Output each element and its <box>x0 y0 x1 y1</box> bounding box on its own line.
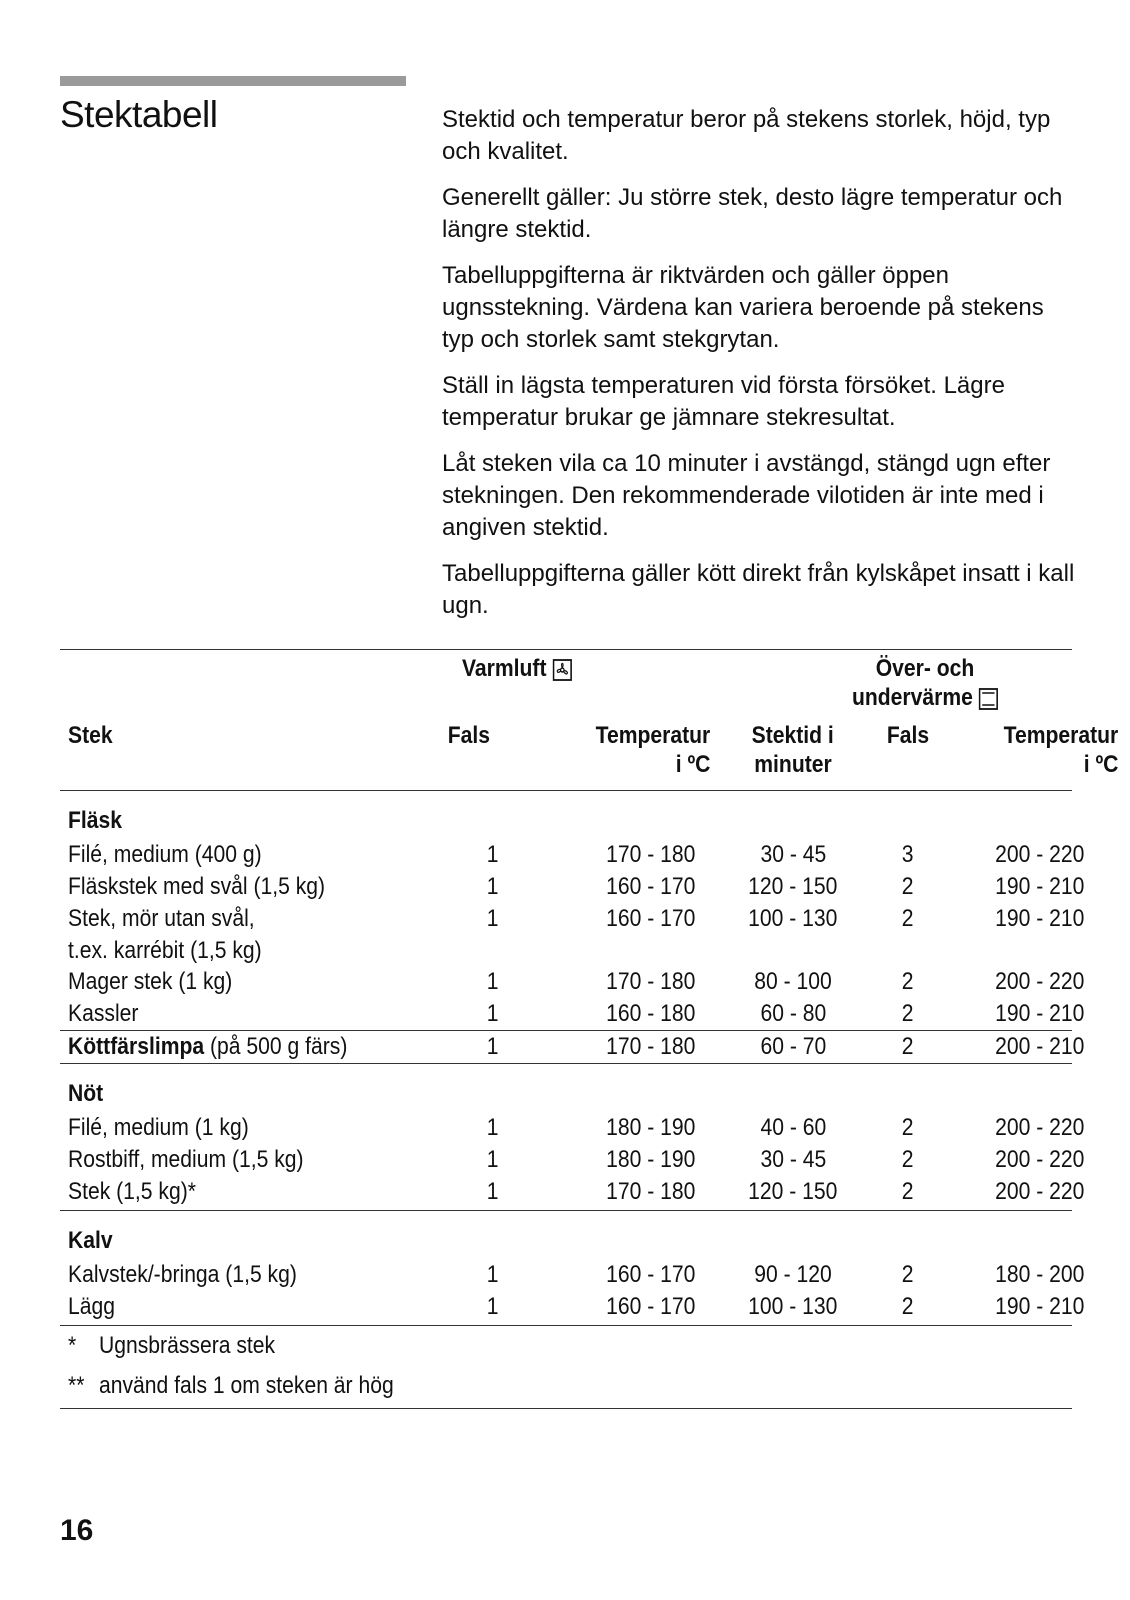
table-row: Mager stek (1 kg) 1 170 - 180 80 - 100 2 200 - 220 <box>68 968 1085 995</box>
table-row: Rostbiff, medium (1,5 kg) 1 180 - 190 30 - 45 2 200 - 220 <box>68 1146 1085 1173</box>
col-temperature: Temperatur i ºC <box>595 722 710 778</box>
intro-paragraph: Generellt gäller: Ju större stek, desto lägre temperatur och längre stektid. <box>442 184 1063 243</box>
table-row: Filé, medium (400 g) 1 170 - 180 30 - 45 3 200 - 220 <box>68 841 1085 868</box>
roasting-table <box>60 649 1118 1409</box>
intro-paragraph: Ställ in lägsta temperaturen vid första försöket. Lägre temperatur brukar ge jämnare stekresultat. <box>442 372 1005 431</box>
group-over-under-l1: Över- och <box>875 655 975 682</box>
intro-paragraph: Tabelluppgifterna gäller kött direkt från kylskåpet insatt i kall ugn. <box>442 560 1075 619</box>
title-rule <box>60 76 406 86</box>
fan-heating-icon <box>552 659 571 681</box>
table-row: Filé, medium (1 kg) 1 180 - 190 40 - 60 2 200 - 220 <box>68 1114 1085 1141</box>
group-varmluft-label: Varmluft <box>462 655 547 682</box>
section-heading: Fläsk <box>68 807 123 834</box>
group-varmluft <box>462 654 587 683</box>
table-row: Fläskstek med svål (1,5 kg) 1 160 - 170 120 - 150 2 190 - 210 <box>68 873 1085 900</box>
intro-text <box>442 104 1082 636</box>
col-stek: Stek <box>68 722 113 749</box>
col-time: Stektid i minuter <box>751 722 835 778</box>
col-fals: Fals <box>447 722 490 749</box>
top-bottom-heat-icon <box>979 688 998 710</box>
group-over-under-l2: undervärme <box>851 684 973 711</box>
col-temperature-2: Temperatur i ºC <box>1003 722 1118 778</box>
table-row: Kassler 1 160 - 180 60 - 80 2 190 - 210 <box>68 1000 1085 1027</box>
group-over-under <box>800 654 1050 712</box>
footnote: ** använd fals 1 om steken är hög <box>68 1372 394 1399</box>
table-row: Köttfärslimpa (på 500 g färs) 1 170 - 180 60 - 70 2 200 - 210 <box>68 1033 1085 1060</box>
table-bottom-rule <box>60 1408 1072 1409</box>
intro-paragraph: Stektid och temperatur beror på stekens storlek, höjd, typ och kvalitet. <box>442 106 1051 165</box>
page-title: Stektabell <box>60 94 218 135</box>
table-row: Kalvstek/-bringa (1,5 kg) 1 160 - 170 90 - 120 2 180 - 200 <box>68 1261 1085 1288</box>
table-row: Lägg 1 160 - 170 100 - 130 2 190 - 210 <box>68 1293 1085 1320</box>
table-row: Stek (1,5 kg)* 1 170 - 180 120 - 150 2 200 - 220 <box>68 1178 1085 1205</box>
footnote: * Ugnsbrässera stek <box>68 1332 276 1359</box>
intro-paragraph: Tabelluppgifterna är riktvärden och gäller öppen ugnsstekning. Värdena kan variera beroende på stekens typ och storlek samt stekgrytan. <box>442 262 1044 353</box>
table-header <box>60 650 1118 790</box>
page-number: 16 <box>60 1514 94 1547</box>
col-fals-2: Fals <box>886 722 930 749</box>
table-row: Stek, mör utan svål, t.ex. karrébit (1,5 kg) 1 160 - 170 100 - 130 2 190 - 210 <box>68 905 1085 964</box>
intro-paragraph: Låt steken vila ca 10 minuter i avstängd, stängd ugn efter stekningen. Den rekommenderade vilotiden är inte med i angiven stektid. <box>442 450 1051 541</box>
section-heading: Nöt <box>68 1080 104 1107</box>
section-heading: Kalv <box>68 1227 113 1254</box>
